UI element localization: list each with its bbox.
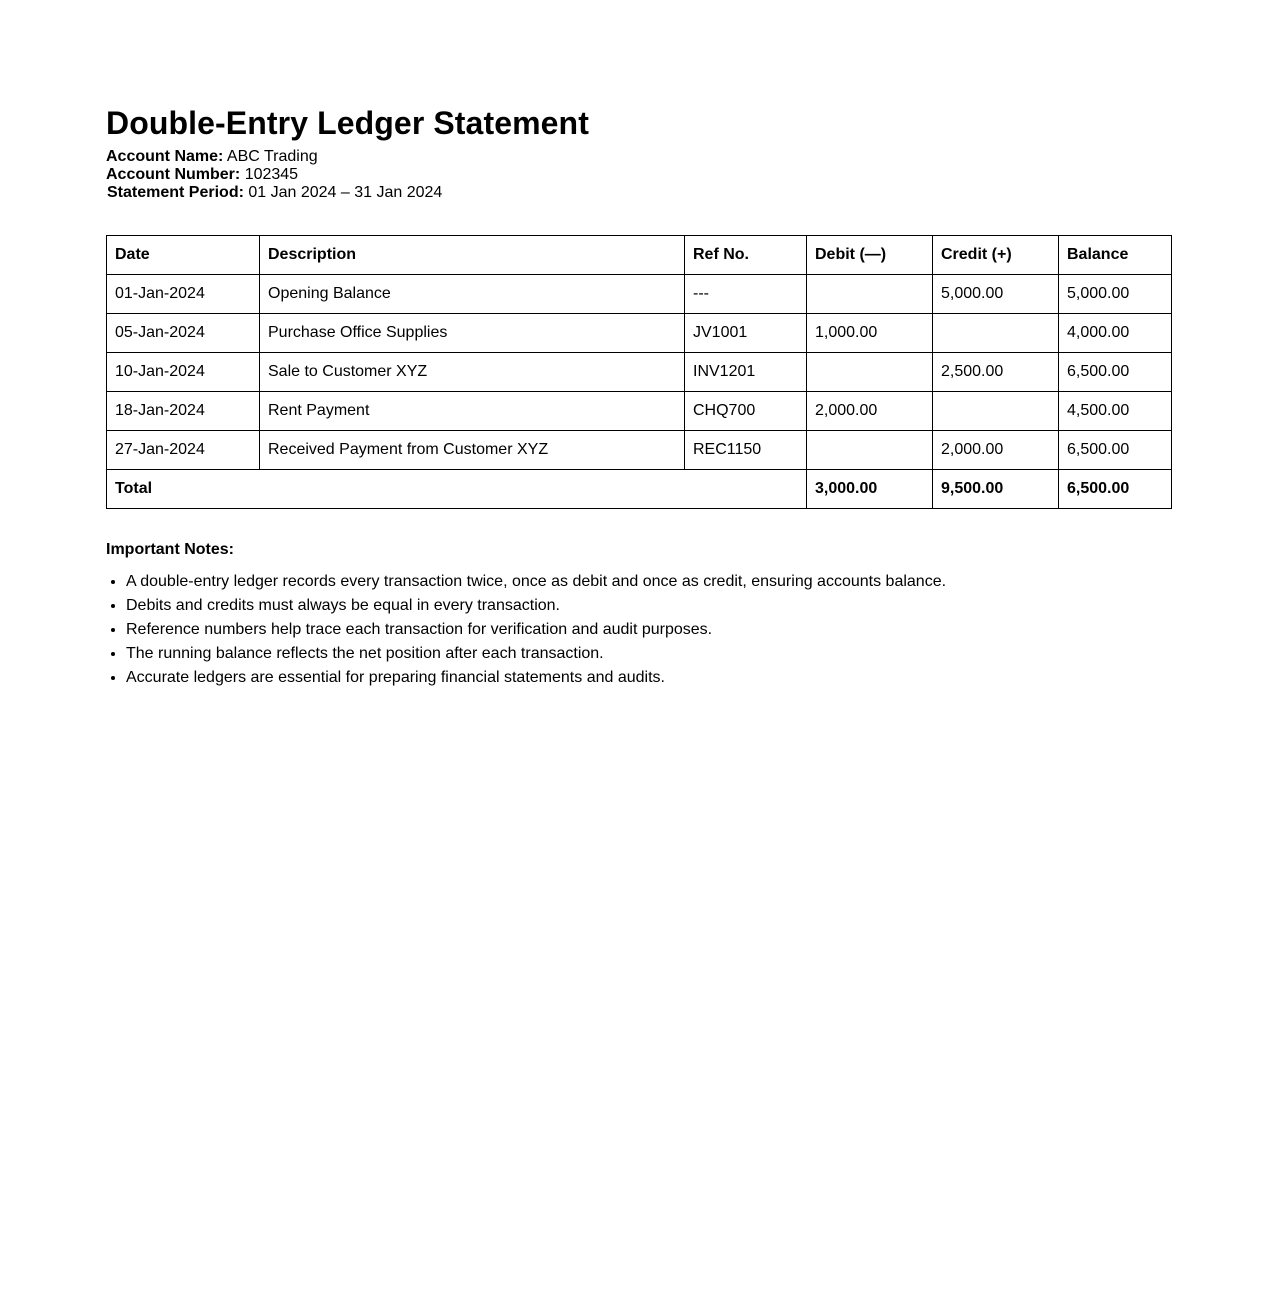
table-row bbox=[107, 353, 1172, 392]
header-balance: Balance bbox=[1059, 236, 1172, 275]
header-ref-no: Ref No. bbox=[685, 236, 807, 275]
total-balance: 6,500.00 bbox=[1059, 470, 1172, 509]
cell-date: 10-Jan-2024 bbox=[107, 353, 260, 392]
total-debit: 3,000.00 bbox=[807, 470, 933, 509]
cell-debit: 2,000.00 bbox=[807, 392, 933, 431]
cell-credit bbox=[933, 314, 1059, 353]
account-details bbox=[106, 148, 1172, 202]
table-row bbox=[107, 314, 1172, 353]
cell-description: Sale to Customer XYZ bbox=[260, 353, 685, 392]
account-name-label: Account Name: bbox=[106, 148, 224, 165]
cell-description: Purchase Office Supplies bbox=[260, 314, 685, 353]
cell-balance: 4,500.00 bbox=[1059, 392, 1172, 431]
total-credit: 9,500.00 bbox=[933, 470, 1059, 509]
cell-debit: 1,000.00 bbox=[807, 314, 933, 353]
cell-description: Opening Balance bbox=[260, 275, 685, 314]
account-name-value: ABC Trading bbox=[226, 148, 318, 165]
table-header-row bbox=[107, 236, 1172, 275]
cell-ref: JV1001 bbox=[685, 314, 807, 353]
cell-ref: CHQ700 bbox=[685, 392, 807, 431]
total-label: Total bbox=[107, 470, 807, 509]
cell-debit bbox=[807, 431, 933, 470]
list-item: • Reference numbers help trace each transaction for verification and audit purposes. bbox=[126, 618, 1172, 642]
cell-balance: 6,500.00 bbox=[1059, 431, 1172, 470]
cell-ref: --- bbox=[685, 275, 807, 314]
cell-ref: REC1150 bbox=[685, 431, 807, 470]
list-item: • A double-entry ledger records every transaction twice, once as debit and once as credit, ensuring accounts balance. bbox=[126, 570, 1172, 594]
ledger-table bbox=[106, 235, 1172, 509]
cell-date: 27-Jan-2024 bbox=[107, 431, 260, 470]
cell-credit bbox=[933, 392, 1059, 431]
important-notes bbox=[106, 541, 1172, 690]
cell-debit bbox=[807, 275, 933, 314]
account-number-row bbox=[106, 166, 1172, 184]
notes-title: Important Notes: bbox=[106, 541, 234, 558]
cell-credit: 5,000.00 bbox=[933, 275, 1059, 314]
list-item: • The running balance reflects the net position after each transaction. bbox=[126, 642, 1172, 666]
account-number-label: Account Number: bbox=[106, 166, 241, 183]
cell-description: Rent Payment bbox=[260, 392, 685, 431]
notes-list bbox=[106, 570, 1172, 690]
cell-credit: 2,000.00 bbox=[933, 431, 1059, 470]
cell-debit bbox=[807, 353, 933, 392]
account-name-row bbox=[106, 148, 1172, 166]
list-item: • Debits and credits must always be equal in every transaction. bbox=[126, 594, 1172, 618]
statement-period-row bbox=[106, 184, 1172, 202]
cell-balance: 6,500.00 bbox=[1059, 353, 1172, 392]
cell-credit: 2,500.00 bbox=[933, 353, 1059, 392]
account-number-value: 102345 bbox=[244, 166, 299, 183]
header-description: Description bbox=[260, 236, 685, 275]
table-row bbox=[107, 275, 1172, 314]
statement-period-label: Statement Period: bbox=[107, 184, 244, 201]
total-row bbox=[107, 470, 1172, 509]
cell-description: Received Payment from Customer XYZ bbox=[260, 431, 685, 470]
cell-date: 05-Jan-2024 bbox=[107, 314, 260, 353]
cell-balance: 5,000.00 bbox=[1059, 275, 1172, 314]
header-date: Date bbox=[107, 236, 260, 275]
header-credit: Credit (+) bbox=[933, 236, 1059, 275]
cell-balance: 4,000.00 bbox=[1059, 314, 1172, 353]
table-row bbox=[107, 431, 1172, 470]
statement-period-value: 01 Jan 2024 – 31 Jan 2024 bbox=[248, 184, 443, 201]
cell-date: 18-Jan-2024 bbox=[107, 392, 260, 431]
list-item: • Accurate ledgers are essential for preparing financial statements and audits. bbox=[126, 666, 1172, 690]
cell-ref: INV1201 bbox=[685, 353, 807, 392]
ledger-statement-page bbox=[0, 0, 1172, 690]
header-debit: Debit (—) bbox=[807, 236, 933, 275]
cell-date: 01-Jan-2024 bbox=[107, 275, 260, 314]
table-row bbox=[107, 392, 1172, 431]
page-title: Double-Entry Ledger Statement bbox=[106, 105, 589, 141]
